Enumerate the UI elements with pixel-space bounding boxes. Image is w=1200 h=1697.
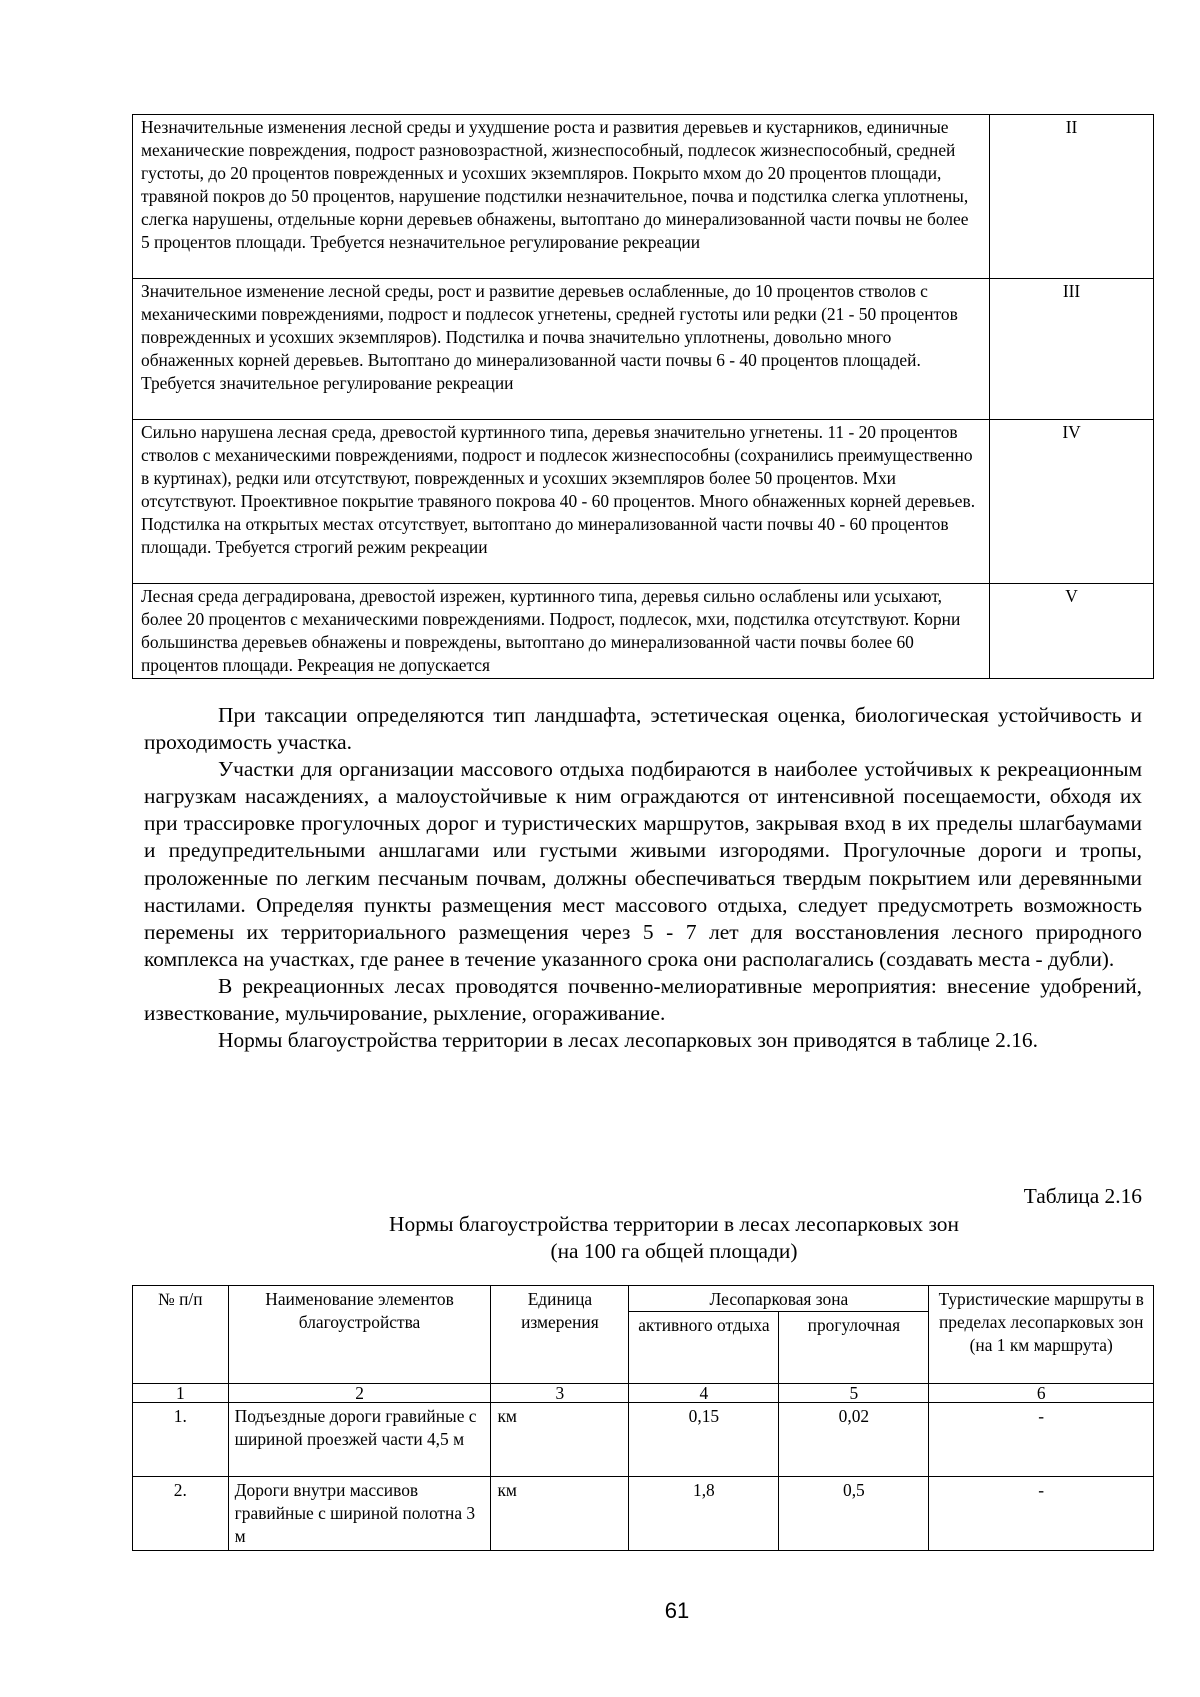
header-name: Наименование элементов благоустройства xyxy=(228,1286,491,1384)
column-number: 2 xyxy=(228,1384,491,1403)
row-tourist: - xyxy=(929,1403,1154,1477)
table-label: Таблица 2.16 xyxy=(1023,1184,1142,1208)
paragraph: В рекреационных лесах проводятся почвенно-мелиоративные мероприятия: внесение удобрений, известкование, мульчирование, рыхление, огораживание. xyxy=(144,973,1142,1026)
stage-grade: V xyxy=(990,584,1154,679)
row-walking: 0,02 xyxy=(779,1403,929,1477)
header-tourist: Туристические маршруты в пределах лесопарковых зон (на 1 км маршрута) xyxy=(929,1286,1154,1384)
row-active: 0,15 xyxy=(629,1403,779,1477)
table-row xyxy=(133,115,1154,279)
table-row xyxy=(133,584,1154,679)
recreation-stages-table xyxy=(132,114,1154,679)
page-number: 61 xyxy=(664,1598,690,1623)
table-header-row xyxy=(133,1286,1154,1312)
table-row xyxy=(133,1403,1154,1477)
column-number: 6 xyxy=(929,1384,1154,1403)
table-row xyxy=(133,279,1154,420)
stage-description: Значительное изменение лесной среды, рост и развитие деревьев ослабленные, до 10 процентов стволов с механическими повреждениями, подрост и подлесок угнетены, средней густоты или редки (21 - 50 процентов поврежденных и усохших экземпляров). Подстилка и почва значительно уплотнены, довольно много обнаженных корней деревьев. Вытоптано до минерализованной части почвы 6 - 40 процентов площадей. Требуется значительное регулирование рекреации xyxy=(133,279,990,420)
header-active: активного отдыха xyxy=(629,1312,779,1384)
row-num: 1. xyxy=(133,1403,229,1477)
row-unit: км xyxy=(491,1477,629,1551)
header-forest-zone: Лесопарковая зона xyxy=(629,1286,929,1312)
column-number: 1 xyxy=(133,1384,229,1403)
stage-grade: III xyxy=(990,279,1154,420)
paragraph: Нормы благоустройства территории в лесах лесопарковых зон приводятся в таблице 2.16. xyxy=(218,1028,1038,1053)
row-active: 1,8 xyxy=(629,1477,779,1551)
row-tourist: - xyxy=(929,1477,1154,1551)
row-num: 2. xyxy=(133,1477,229,1551)
paragraph: При таксации определяются тип ландшафта, эстетическая оценка, биологическая устойчивость и проходимость участка. xyxy=(144,703,1142,755)
paragraph: Участки для организации массового отдыха подбираются в наиболее устойчивых к рекреационным нагрузкам насаждениях, а малоустойчивые к ним ограждаются от интенсивной посещаемости, обходя их при трассировке прогулочных дорог и туристических маршрутов, закрывая вход в их пределы шлагбаумами и предупредительными аншлагами или густыми живыми изгородями. Прогулочные дороги и тропы, проложенные по легким песчаным почвам, должны обеспечиваться твердым покрытием или деревянными настилами. Определяя пункты размещения мест массового отдыха, следует предусмотреть возможность перемены их территориального размещения через 5 - 7 лет для восстановления лесного природного комплекса на участках, где ранее в течение указанного срока они располагались (создавать места - дубли). xyxy=(144,757,1142,971)
stage-grade: IV xyxy=(990,420,1154,584)
table-title-line: (на 100 га общей площади) xyxy=(550,1239,798,1263)
table-title xyxy=(144,1211,1200,1265)
table-row xyxy=(133,420,1154,584)
stage-description: Сильно нарушена лесная среда, древостой куртинного типа, деревья значительно угнетены. 11 - 20 процентов стволов с механическими повреждениями, подрост и подлесок жизнеспособны (сохранились преимущественно в куртинах), редки или отсутствуют, поврежденных и усохших экземпляров более 50 процентов. Мхи отсутствуют. Проективное покрытие травяного покрова 40 - 60 процентов. Много обнаженных корней деревьев. Подстилка на открытых местах отсутствует, вытоптано до минерализованной части почвы 40 - 60 процентов площади. Требуется строгий режим рекреации xyxy=(133,420,990,584)
stage-description: Незначительные изменения лесной среды и ухудшение роста и развития деревьев и кустарников, единичные механические повреждения, подрост разновозрастной, жизнеспособный, подлесок жизнеспособный, средней густоты, до 20 процентов поврежденных и усохших экземпляров. Покрыто мхом до 20 процентов площади, травяной покров до 50 процентов, нарушение подстилки незначительное, почва и подстилка слегка уплотнены, слегка нарушены, отдельные корни деревьев обнажены, вытоптано до минерализованной части почвы не более 5 процентов площади. Требуется незначительное регулирование рекреации xyxy=(133,115,990,279)
column-number: 5 xyxy=(779,1384,929,1403)
header-walking: прогулочная xyxy=(779,1312,929,1384)
table-row xyxy=(133,1477,1154,1551)
header-unit: Единица измерения xyxy=(491,1286,629,1384)
header-num: № п/п xyxy=(133,1286,229,1384)
column-number-row xyxy=(133,1384,1154,1403)
column-number: 4 xyxy=(629,1384,779,1403)
row-name: Дороги внутри массивов гравийные с шириной полотна 3 м xyxy=(228,1477,491,1551)
stage-description: Лесная среда деградирована, древостой изрежен, куртинного типа, деревья сильно ослаблены или усыхают, более 20 процентов с механическими повреждениями. Подрост, подлесок, мхи, подстилка отсутствуют. Корни большинства деревьев обнажены и повреждены, вытоптано до минерализованной части почвы более 60 процентов площади. Рекреация не допускается xyxy=(133,584,990,679)
stage-grade: II xyxy=(990,115,1154,279)
row-name: Подъездные дороги гравийные с шириной проезжей части 4,5 м xyxy=(228,1403,491,1477)
improvement-norms-table xyxy=(132,1285,1154,1551)
body-text xyxy=(144,702,1142,1054)
row-unit: км xyxy=(491,1403,629,1477)
column-number: 3 xyxy=(491,1384,629,1403)
table-title-line: Нормы благоустройства территории в лесах лесопарковых зон xyxy=(389,1212,959,1236)
row-walking: 0,5 xyxy=(779,1477,929,1551)
